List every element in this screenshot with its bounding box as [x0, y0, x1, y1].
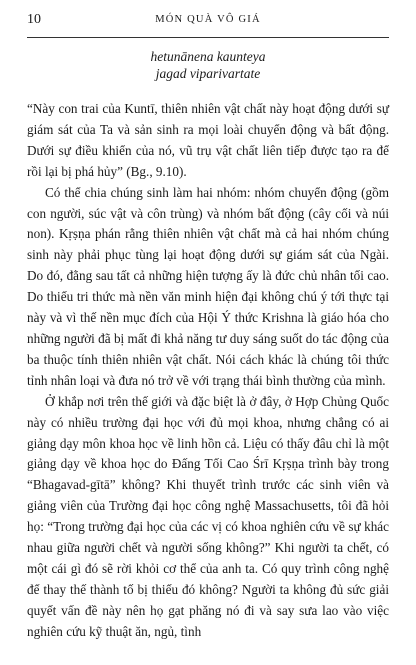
header-rule	[27, 37, 389, 38]
page-number: 10	[27, 12, 41, 27]
paragraph-purport-2: Ở khắp nơi trên thế giới và đặc biệt là ở đây, ở Hợp Chủng Quốc này có nhiều trường đại học với đủ mọi khoa, nhưng chẳng có ai giảng dạy môn khoa học về linh hồn cả. Liệu có thấy đâu chỉ là một giảng dạy về khoa học do Đấng Tối Cao Śrī Kṛṣṇa trình bày trong “Bhagavad-gītā” không? Khi thuyết trình trước các sinh viên và giảng viên của Trường đại học công nghệ Massachusetts, tôi đã hỏi họ: “Trong trường đại học của các vị có khoa nghiên cứu về sự khác nhau giữa người chết và người sống không?” Khi người ta chết, có một cái gì đó sẽ rời khỏi cơ thể của anh ta. Có quy trình công nghệ để thay thế thành tố bị thiếu đó không? Người ta không đủ sức giải quyết vấn đề này nên họ gạt phăng nó đi và say sưa lao vào việc nghiên cứu kỹ thuật ăn, ngủ, tình	[27, 393, 389, 639]
verse-line-1: hetunānena kaunteya	[150, 49, 266, 64]
page-header	[27, 12, 389, 28]
paragraph-purport-1: Có thể chia chúng sinh làm hai nhóm: nhóm chuyển động (gồm con người, súc vật và côn trùng) và nhóm bất động (cây cối và núi non). Kṛṣṇa phán rằng thiên nhiên vật chất mà cả hai nhóm chúng sinh này phải phục tùng lại hoạt động dưới sự giám sát của Ngài. Do đó, đằng sau tất cả những hiện tượng ấy là đức chủ nhân tối cao. Do thiếu tri thức mà nền văn minh hiện đại không chú ý tới thực tại này và vì thế nền mục đích của Hội Ý thức Krishna là giáo hóa cho những người đã bị mất đi khả năng tư duy sáng suốt do tác động của ba thuộc tính thiên nhiên vật chất. Nói cách khác là chúng tôi thức tỉnh nhân loại và đưa nó trở về với trạng thái bình thường của mình.	[27, 184, 389, 388]
verse-line-2: jagad viparivartate	[155, 66, 261, 81]
sanskrit-verse	[0, 48, 416, 82]
body-text	[27, 99, 389, 643]
running-title: MÓN QUÀ VÔ GIÁ	[155, 14, 261, 25]
paragraph-translation: “Này con trai của Kuntī, thiên nhiên vật chất này hoạt động dưới sự giám sát của Ta và sản sinh ra mọi loài chuyển động và bất động. Dưới sự điều khiển của nó, vũ trụ vật chất liên tiếp được tạo ra để rồi lại bị phá hủy” (Bg., 9.10).	[27, 101, 389, 179]
